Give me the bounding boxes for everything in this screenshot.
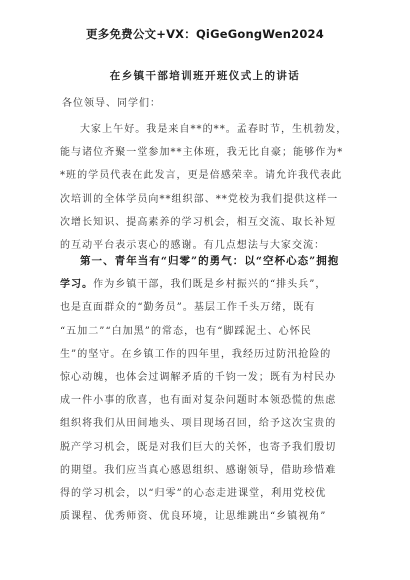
watermark-header: 更多免费公文+VX：QiGeGongWen2024: [86, 27, 324, 41]
paragraph-line: “五加二”“白加黑”的常态，也有“脚踩泥土、心怀民: [60, 325, 312, 337]
paragraph-line: 的互动平台表示衷心的感谢。有几点想法与大家交流：: [60, 239, 326, 251]
paragraph-line: 得的学习机会，以“归零”的心态走进课堂，利用党校优: [60, 487, 327, 499]
section-1: [60, 250, 360, 528]
paragraph-line: 脱产学习机会，既是对我们巨大的关怀，也寄予我们殷切: [60, 441, 337, 453]
paragraph-line: 也是直面群众的“勤务员”。基层工作千头万绪，既有: [60, 302, 316, 314]
paragraph-line: 次培训的全体学员向**组织部、**党校为我们提供这样一: [60, 193, 339, 205]
paragraph-line: 质课程、优秀师资、优良环境，让思维跳出“乡镇视角”: [60, 511, 327, 523]
paragraph-line: 能与诸位齐聚一堂参加**主体班，我无比自豪；能够作为*: [60, 147, 344, 159]
paragraph-line: 的期望。我们应当真心感恩组织、感谢领导，借助珍惜难: [60, 464, 337, 476]
paragraph-line: 成一件小事的欣喜，也有面对复杂问题时本领恐慌的焦虑: [60, 395, 337, 407]
paragraph-intro: [60, 118, 360, 257]
paragraph-line: 次增长知识、提高素养的学习机会，相互交流、取长补短: [60, 216, 337, 228]
paragraph-line: 大家上午好。我是来自**的**。孟春时节，生机勃发，: [80, 124, 348, 135]
paragraph-line: 惊心动魄，也体会过调解矛盾的千钧一发；既有为村民办: [60, 371, 337, 383]
section-heading-line: 第一、青年当有“归零”的勇气：以“空杯心态”拥抱: [80, 255, 340, 267]
section-heading-continuation: [60, 273, 360, 296]
document-title: 在乡镇干部培训班开班仪式上的讲话: [109, 70, 301, 82]
paragraph-line: 生”的坚守。在乡镇工作的四年里，我经历过防汛抢险的: [60, 348, 332, 360]
section-heading-line: 学习。: [60, 279, 94, 291]
salutation: 各位领导、同学们：: [62, 98, 161, 109]
paragraph-line: *班的学员代表在此发言，更是倍感荣幸。请允许我代表此: [60, 170, 343, 182]
paragraph-line: 作为乡镇干部，我们既是乡村振兴的“排头兵”，: [93, 279, 327, 291]
paragraph-line: 组织将我们从田间地头、项目现场召回，给予这次宝贵的: [60, 418, 337, 430]
